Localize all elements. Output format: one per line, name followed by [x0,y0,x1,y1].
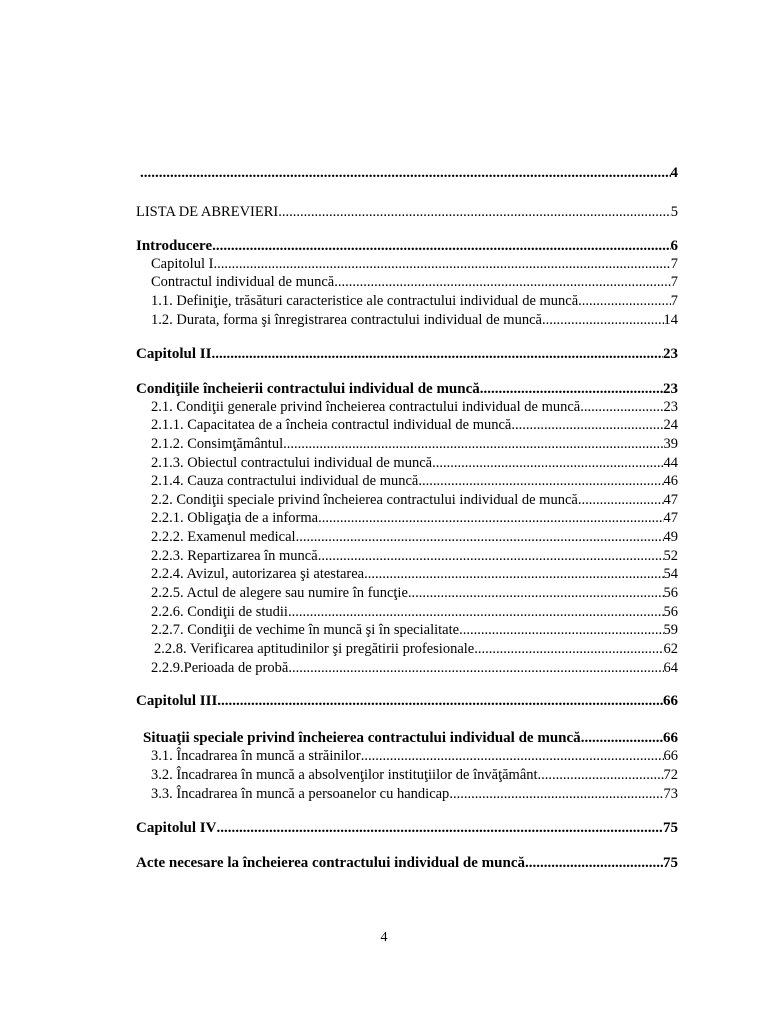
dot-leader [581,729,663,747]
toc-entry-page: 75 [663,820,678,836]
toc-entry [151,273,678,291]
toc-entry-label: Capitolul I [151,256,214,272]
toc-entry-page: 24 [663,417,678,433]
toc-entry-label: Condiţiile încheierii contractului individual de muncă [136,381,480,397]
toc-entry [136,854,678,872]
toc-entry-page: 47 [663,510,678,526]
toc-entry-page: 49 [663,529,678,545]
toc-entry-label: 2.2.3. Repartizarea în muncă [151,548,318,564]
toc-entry [151,659,678,677]
dot-leader [288,603,664,621]
toc-entry [151,292,678,310]
toc-entry-label: Introducere [136,238,213,254]
toc-entry-page: 39 [663,436,678,452]
dot-leader [408,584,664,602]
toc-entry-label: 2.2.6. Condiţii de studii [151,604,288,620]
toc-entry [136,819,678,837]
toc-entry-label: 2.2.4. Avizul, autorizarea şi atestarea [151,566,365,582]
dot-leader [580,398,663,416]
toc-entry-page: 23 [663,381,678,397]
toc-entry-page: 7 [670,274,678,290]
dot-leader [278,203,671,221]
toc-entry [151,472,678,490]
toc-entry [151,311,678,329]
toc-entry [151,255,678,273]
toc-entry [151,547,678,565]
toc-entry-label: 2.2.8. Verificarea aptitudinilor şi pregătirii profesionale [154,641,475,657]
dot-leader [318,509,663,527]
dot-leader [216,819,663,837]
toc-entry-label: 2.2. Condiţii speciale privind încheierea contractului individual de muncă [151,492,578,508]
dot-leader [212,237,670,255]
dot-leader [578,491,664,509]
dot-leader [538,766,664,784]
toc-entry [151,584,678,602]
toc-entry [154,640,678,658]
toc-entry-label: Capitolul IV [136,820,217,836]
toc-entry [151,621,678,639]
toc-entry-label: 2.2.2. Examenul medical [151,529,296,545]
toc-entry-page: 23 [663,346,678,362]
page-number: 4 [380,930,388,945]
toc-entry-page: 23 [663,399,678,415]
toc-entry [140,164,678,182]
toc-entry-page: 75 [663,855,678,871]
dot-leader [525,854,663,872]
toc-entry-page: 54 [663,566,678,582]
toc-entry-label: 1.2. Durata, forma şi înregistrarea contractului individual de muncă [151,312,542,328]
toc-entry-label: 2.2.5. Actul de alegere sau numire în funcţie [151,585,408,601]
toc-entry-label: 2.2.1. Obligaţia de a informa [151,510,319,526]
toc-entry-label: Acte necesare la încheierea contractului individual de muncă [136,855,525,871]
toc-entry-page: 47 [663,492,678,508]
toc-entry-page: 44 [663,455,678,471]
toc-entry-label: Capitolul III [136,693,218,709]
dot-leader [542,311,664,329]
toc-entry [151,491,678,509]
toc-entry-page: 7 [670,293,678,309]
toc-entry [151,565,678,583]
toc-entry-page: 73 [663,786,678,802]
toc-entry [151,435,678,453]
toc-entry [151,747,678,765]
dot-leader [283,435,663,453]
toc-entry-label: 2.1. Condiţii generale privind încheierea contractului individual de muncă [151,399,581,415]
toc-entry-label: 3.1. Încadrarea în muncă a străinilor [151,748,361,764]
toc-entry-label: LISTA DE ABREVIERI [136,204,279,220]
dot-leader [318,547,664,565]
toc-entry-page: 52 [663,548,678,564]
toc-entry-page: 66 [663,730,678,746]
toc-entry [151,528,678,546]
toc-entry-label: 1.1. Definiţie, trăsături caracteristice ale contractului individual de muncă [151,293,579,309]
toc-entry [151,454,678,472]
toc-entry [136,203,678,221]
toc-entry [151,416,678,434]
toc-entry [143,729,678,747]
toc-entry-page: 7 [670,256,678,272]
toc-entry-page: 56 [663,604,678,620]
dot-leader [140,164,671,182]
toc-entry-label: Contractul individual de muncă [151,274,335,290]
dot-leader [511,416,663,434]
toc-entry-page: 64 [663,660,678,676]
dot-leader [334,273,671,291]
toc-entry [136,380,678,398]
dot-leader [364,565,663,583]
toc-entry-label: 2.1.1. Capacitatea de a încheia contractul individual de muncă [151,417,512,433]
toc-entry [151,509,678,527]
dot-leader [213,255,670,273]
toc-entry-page: 72 [663,767,678,783]
toc-entry-label: 2.2.7. Condiţii de vechime în muncă şi în specialitate [151,622,460,638]
toc-entry-label: 2.1.4. Cauza contractului individual de muncă [151,473,419,489]
toc-entry-page: 59 [663,622,678,638]
toc-entry-label: 3.2. Încadrarea în muncă a absolvenţilor instituţiilor de învăţământ [151,767,538,783]
dot-leader [296,528,664,546]
toc-entry-label: 3.3. Încadrarea în muncă a persoanelor cu handicap [151,786,450,802]
toc-entry-page: 66 [663,693,678,709]
toc-entry-page: 5 [670,204,678,220]
dot-leader [578,292,671,310]
dot-leader [211,345,663,363]
dot-leader [480,380,663,398]
dot-leader [418,472,663,490]
dot-leader [474,640,663,658]
toc-entry [136,345,678,363]
toc-entry [136,237,678,255]
toc-entry-page: 56 [663,585,678,601]
toc-entry-page: 66 [663,748,678,764]
dot-leader [459,621,663,639]
toc-entry-page: 4 [670,165,678,181]
toc-entry [151,398,678,416]
toc-entry-page: 6 [670,238,678,254]
toc-entry [151,603,678,621]
toc-entry-label: Situaţii speciale privind încheierea contractului individual de muncă [143,730,581,746]
toc-entry [136,692,678,710]
dot-leader [361,747,664,765]
toc-entry-page: 14 [663,312,678,328]
toc-entry-page: 62 [663,641,678,657]
toc-entry-label: 2.2.9.Perioada de probă [151,660,289,676]
toc-entry [151,766,678,784]
toc-entry-label: 2.1.2. Consimţământul [151,436,284,452]
toc-entry-label: 2.1.3. Obiectul contractului individual de muncă [151,455,433,471]
dot-leader [432,454,663,472]
dot-leader [449,785,663,803]
dot-leader [288,659,663,677]
toc-entry-page: 46 [663,473,678,489]
dot-leader [217,692,663,710]
toc-entry [151,785,678,803]
toc-entry-label: Capitolul II [136,346,212,362]
